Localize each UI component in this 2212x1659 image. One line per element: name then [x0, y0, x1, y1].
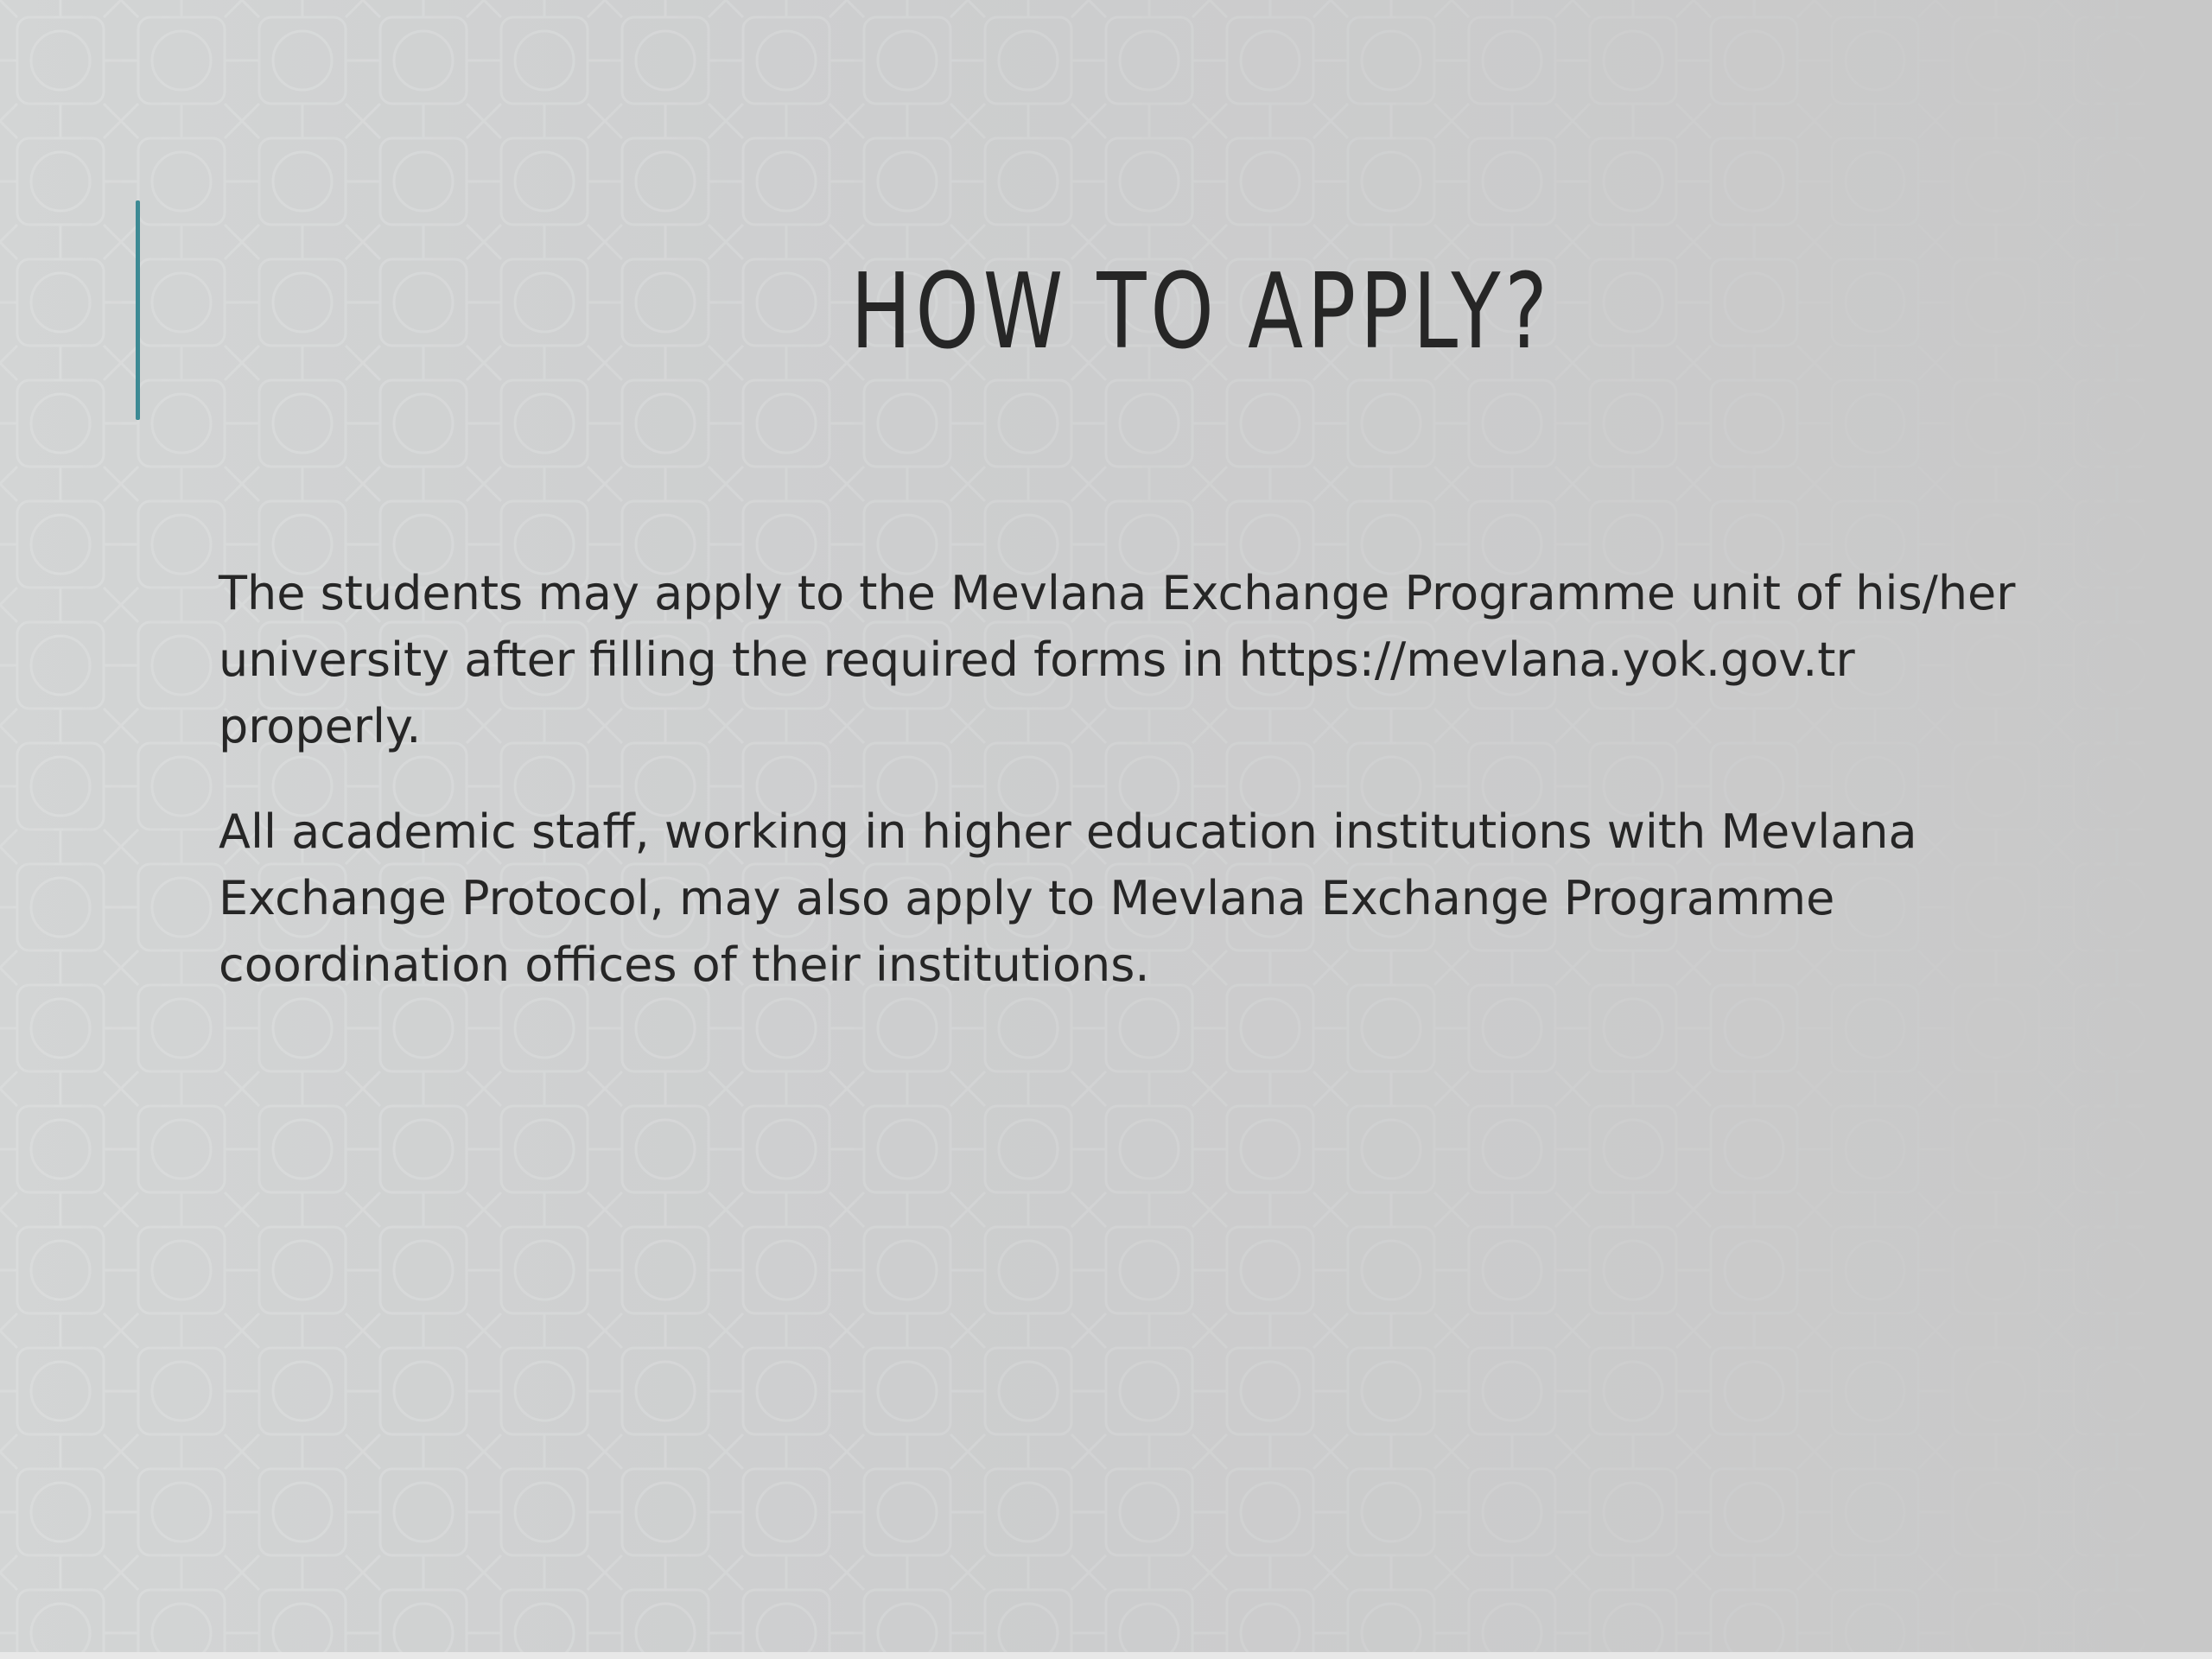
slide-title: HOW TO APPLY? [850, 252, 1552, 372]
slide-bottom-edge [0, 1652, 2212, 1659]
paragraph-students: The students may apply to the Mevlana Exchange Programme unit of his/her university after filling the required forms in https://mevlana.yok.gov.tr properly. [219, 566, 2016, 753]
paragraph-academic-staff: All academic staff, working in higher education institutions with Mevlana Exchange Protocol, may also apply to Mevlana Exchange Programme coordination offices of their institutions. [219, 804, 1917, 992]
title-accent-bar [136, 200, 140, 420]
slide-body [219, 560, 2016, 1037]
